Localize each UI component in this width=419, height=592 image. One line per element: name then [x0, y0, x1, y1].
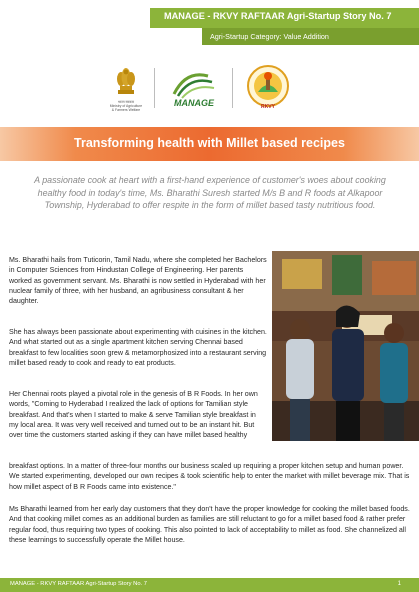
svg-text:MANAGE: MANAGE: [174, 98, 214, 108]
header-title: MANAGE - RKVY RAFTAAR Agri-Startup Story No. 7: [164, 11, 392, 21]
rkvy-logo: [246, 64, 290, 110]
startup-category: Agri-Startup Category: Value Addition: [210, 32, 329, 41]
footer-text: MANAGE - RKVY RAFTAAR Agri-Startup Story No. 7: [10, 581, 148, 587]
page-number: 1: [397, 581, 401, 587]
header-title-band: [150, 8, 419, 28]
manage-logo: [168, 66, 220, 110]
category-band: [202, 28, 419, 45]
logo-divider: [154, 68, 155, 108]
title-banner: [0, 127, 419, 161]
body-paragraph: Her Chennai roots played a pivotal role in the genesis of B R Foods. In her own words, "Coming to Hyderabad I realized the lack of options for Tamilian style breakfast. And that's when I started to make & serve Tamilian style breakfast in my local area. It was very well received and turned out to be an instant hit. But over time the customers started asking if they can have millet based healthy: [9, 390, 258, 440]
national-emblem-logo: [108, 64, 144, 112]
team-photo: [272, 251, 419, 441]
body-paragraph: Ms Bharathi learned from her early day customers that they don't have the proper knowledge for cooking the millet based foods. And that cooking millet comes as an additional burden as families are still reluctant to go for a millet based food & rather prefer regular food, thus requiring two types of cooking. This also pointed to lack of acceptability to millet as food. She channelized all these learnings to successfully operate the Millet house.: [9, 505, 410, 544]
story-title: Transforming health with Millet based recipes: [74, 136, 345, 150]
svg-text:RKVY: RKVY: [261, 104, 275, 110]
page-footer: [0, 578, 419, 592]
emblem-caption: भारत सरकार Ministry of Agriculture & Farmers Welfare: [109, 100, 143, 112]
intro-summary: A passionate cook at heart with a first-hand experience of customer's woes about cooking healthy food in today's time, Ms. Bharathi Suresh started M/s B and R foods at Alkapoor Township, Hyderabad to offer respite in the form of millet based tasty nutritious food.: [34, 175, 386, 210]
logo-strip: [108, 64, 308, 112]
logo-divider: [232, 68, 233, 108]
body-paragraph: She has always been passionate about experimenting with cuisines in the kitchen. And what started out as a single apartment kitchen serving Chennai based breakfast to few localities soon grew & metamorphosized into a restaurant serving millet based ready to cook and ready to eat products.: [9, 328, 267, 367]
body-paragraph: breakfast options. In a matter of three-four months our business scaled up requiring a proper kitchen setup and human power. We started experimenting, developed our own recipes & took scientific help to enter the market with millet beverage mix. That is how millet aspect of B R Foods came into existence.": [9, 462, 410, 491]
body-paragraph: Ms. Bharathi hails from Tuticorin, Tamil Nadu, where she completed her Bachelors in Computer Sciences from Hindustan College of Engineering. Her parents worked as government servant. Ms. Bharathi is now settled in Hyderabad with her nuclear family of three, with her husband, an agribusiness consultant & her daughter.: [9, 256, 267, 306]
